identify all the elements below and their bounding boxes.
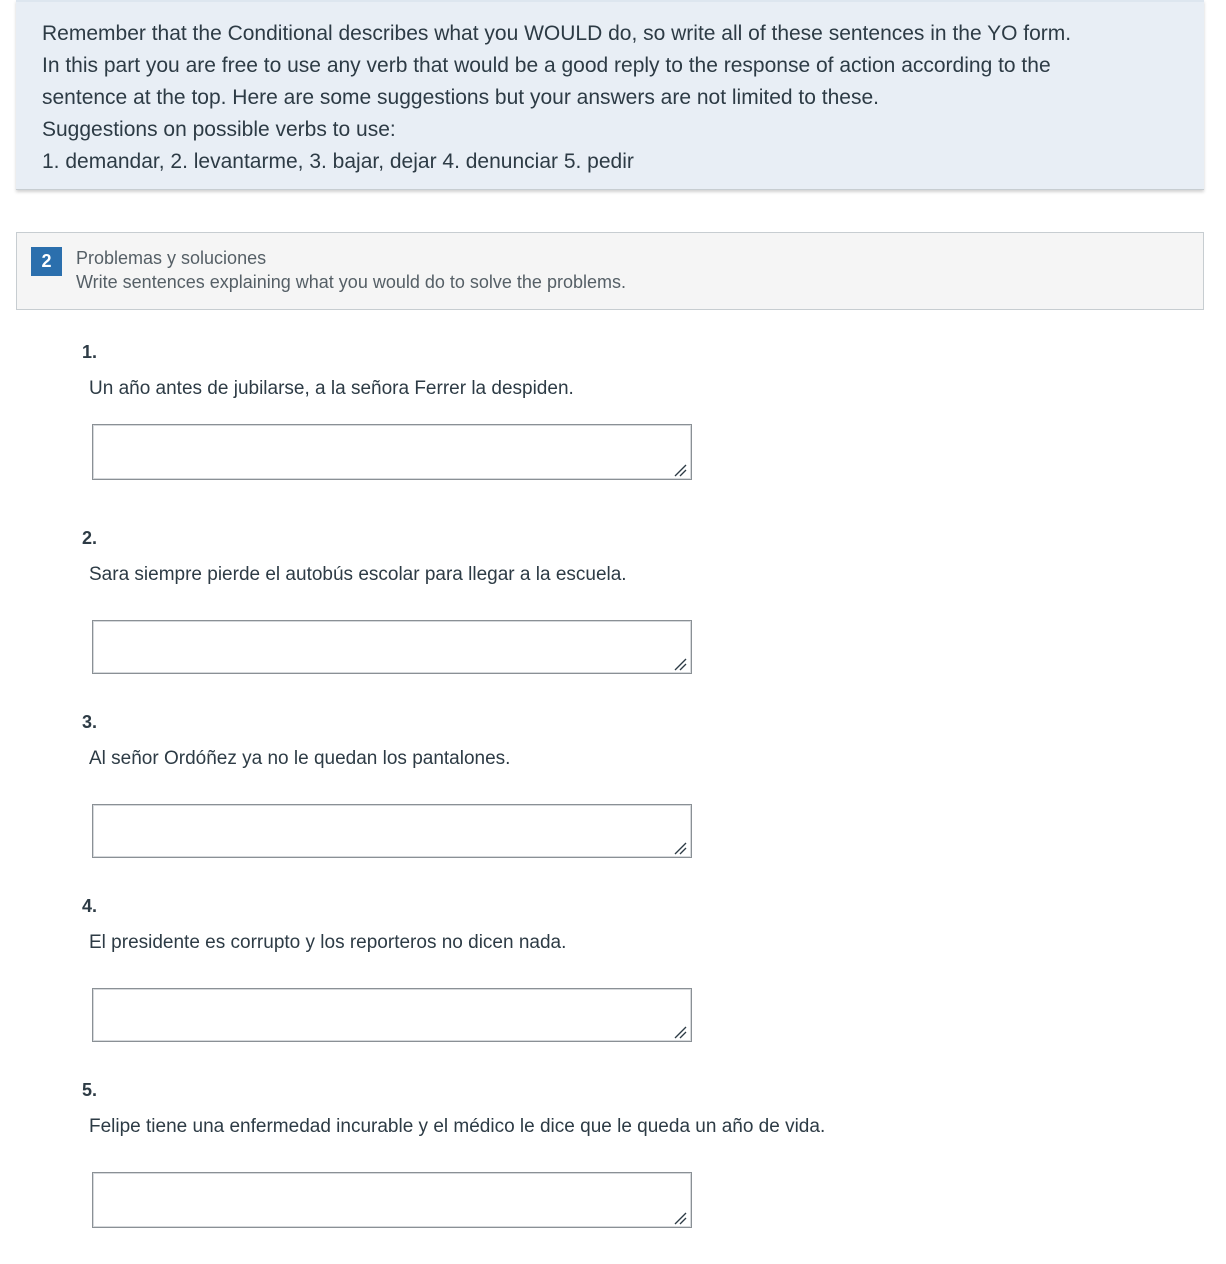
problem-number: 2. <box>82 528 98 548</box>
problem-text: Sara siempre pierde el autobús escolar para llegar a la escuela. <box>89 564 627 585</box>
problem-text: Un año antes de jubilarse, a la señora Ferrer la despiden. <box>89 378 574 399</box>
problem-item <box>0 526 1226 706</box>
answer-input-3[interactable] <box>92 804 692 858</box>
problem-item <box>0 710 1226 890</box>
answer-input-4[interactable] <box>92 988 692 1042</box>
problem-text: Al señor Ordóñez ya no le quedan los pantalones. <box>89 748 511 769</box>
question-number-badge: 2 <box>31 247 62 276</box>
instructions-line: Suggestions on possible verbs to use: <box>42 118 396 141</box>
instructions-line: In this part you are free to use any verb that would be a good reply to the response of action according to the <box>42 54 1051 77</box>
answer-input-2[interactable] <box>92 620 692 674</box>
problem-number: 3. <box>82 712 98 732</box>
resize-handle-icon[interactable] <box>673 841 687 855</box>
problem-item <box>0 1078 1226 1258</box>
question-title: Problemas y soluciones <box>76 248 267 268</box>
problem-number: 1. <box>82 342 98 362</box>
question-description: Write sentences explaining what you would do to solve the problems. <box>76 272 626 292</box>
instructions-line: 1. demandar, 2. levantarme, 3. bajar, dejar 4. denunciar 5. pedir <box>42 150 634 173</box>
resize-handle-icon[interactable] <box>673 463 687 477</box>
instructions-panel <box>16 0 1204 190</box>
answer-input-1[interactable] <box>92 424 692 480</box>
problem-item <box>0 894 1226 1074</box>
answer-input-5[interactable] <box>92 1172 692 1228</box>
question-header <box>16 232 1204 310</box>
problem-item <box>0 340 1226 520</box>
resize-handle-icon[interactable] <box>673 657 687 671</box>
problem-number: 4. <box>82 896 98 916</box>
problem-number: 5. <box>82 1080 98 1100</box>
problem-text: El presidente es corrupto y los reporteros no dicen nada. <box>89 932 567 953</box>
resize-handle-icon[interactable] <box>673 1025 687 1039</box>
instructions-line: sentence at the top. Here are some suggestions but your answers are not limited to these. <box>42 86 879 109</box>
resize-handle-icon[interactable] <box>673 1211 687 1225</box>
problem-text: Felipe tiene una enfermedad incurable y el médico le dice que le queda un año de vida. <box>89 1116 826 1137</box>
instructions-line: Remember that the Conditional describes what you WOULD do, so write all of these sentences in the YO form. <box>42 22 1072 45</box>
